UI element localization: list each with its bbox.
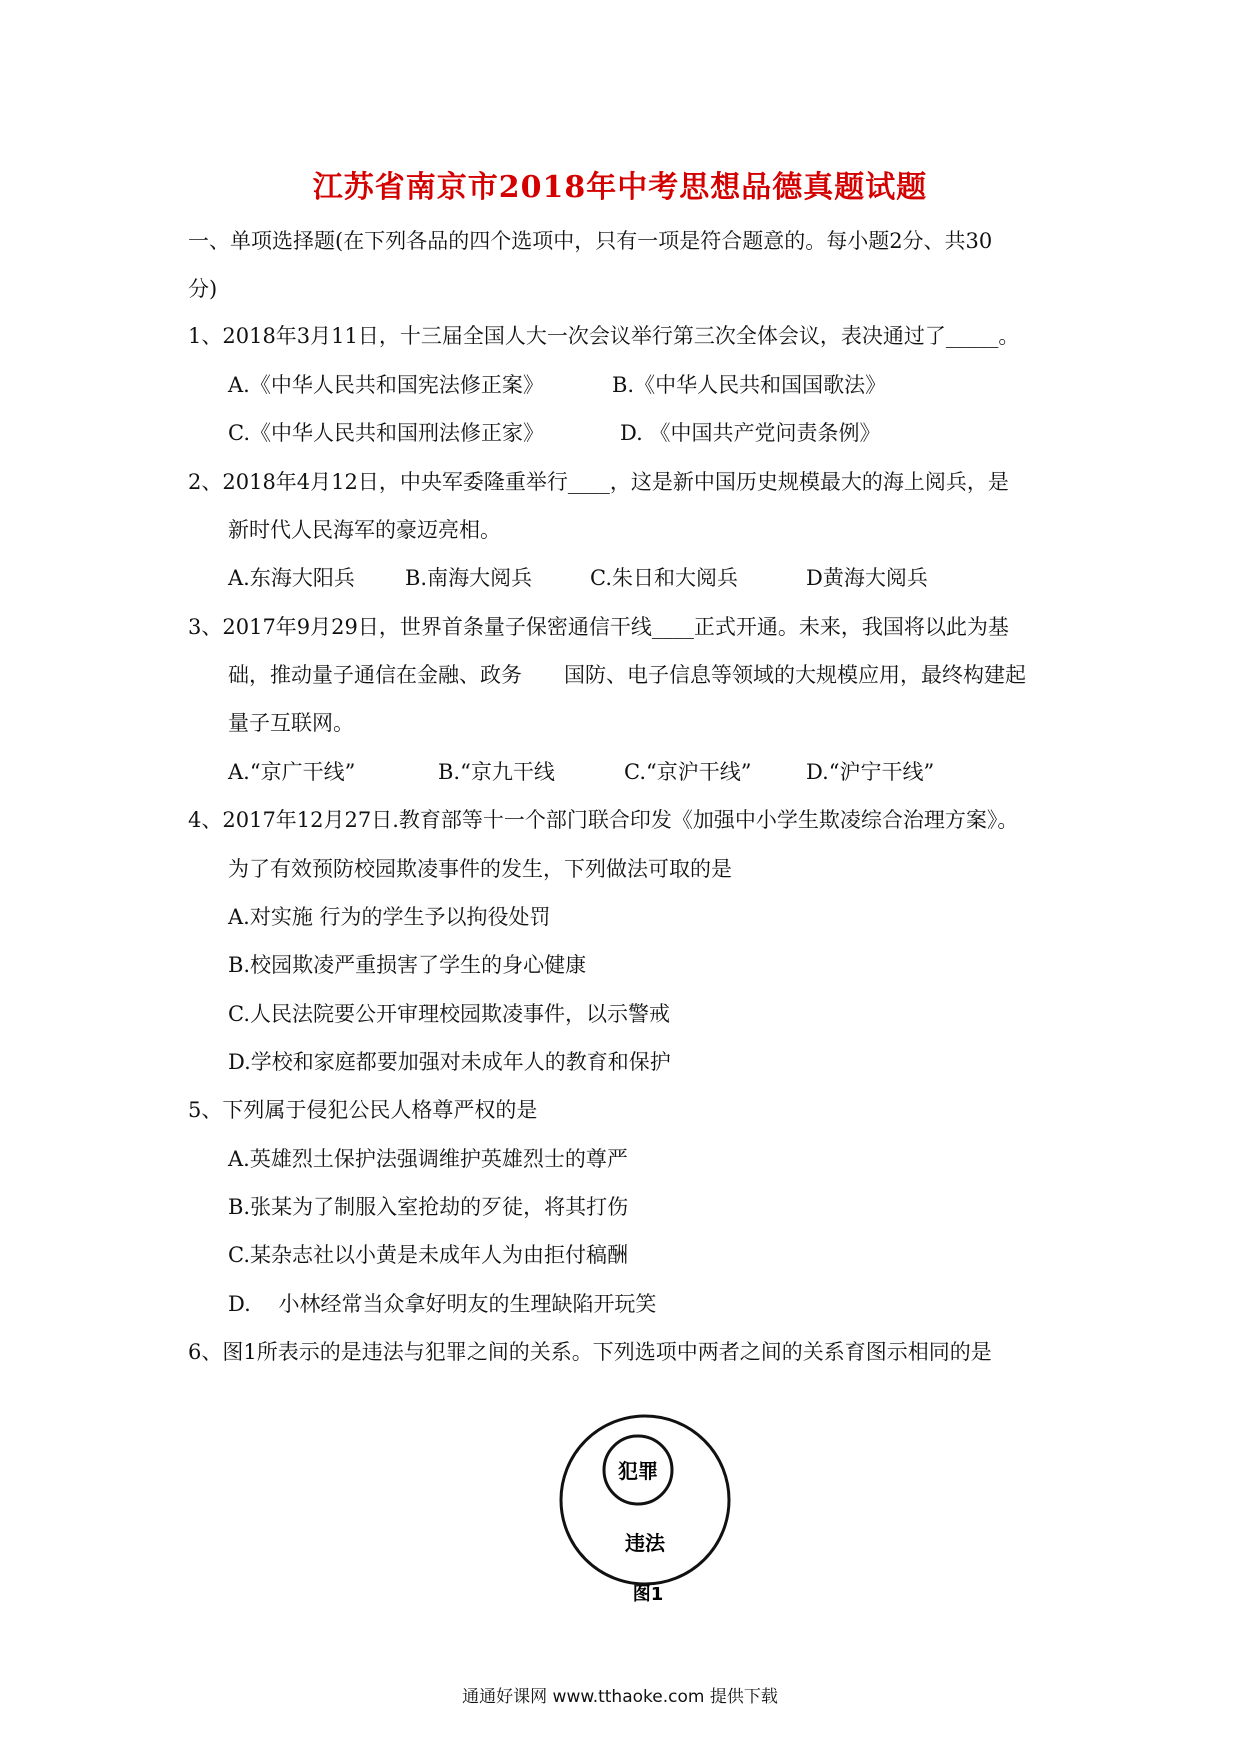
question-2-stem-line1: 2、2018年4月12日，中央军委隆重举行____，这是新中国历史规模最大的海上阅兵，是 (188, 470, 1009, 494)
question-1-option-d: D. 《中国共产党问责条例》 (620, 421, 881, 445)
page-title: 江苏省南京市2018年中考思想品德真题试题 (312, 170, 928, 205)
question-4-stem-line2: 为了有效预防校园欺凌事件的发生，下列做法可取的是 (228, 857, 732, 881)
question-2-option-b: B.南海大阅兵 (405, 566, 533, 590)
section-instructions-line1: 一、单项选择题(在下列各品的四个选项中，只有一项是符合题意的。每小题2分、共30 (188, 229, 993, 253)
question-1-option-a: A.《中华人民共和国宪法修正案》 (228, 373, 544, 397)
question-4-option-a: A.对实施 行为的学生予以拘役处罚 (228, 905, 551, 929)
question-2-option-a: A.东海大阳兵 (228, 566, 355, 590)
question-3-stem-line2: 础，推动量子通信在金融、政务 国防、电子信息等领域的大规模应用，最终构建起 (228, 663, 1026, 687)
question-5-stem: 5、下列属于侵犯公民人格尊严权的是 (188, 1098, 538, 1122)
question-5-option-d: D. 小林经常当众拿好明友的生理缺陷开玩笑 (228, 1292, 657, 1316)
question-3-stem-line1: 3、2017年9月29日，世界首条量子保密通信干线____正式开通。未来，我国将以此为基 (188, 615, 1009, 639)
question-3-option-b: B.“京九干线 (438, 760, 555, 784)
question-2-option-c: C.朱日和大阅兵 (590, 566, 738, 590)
figure-1-diagram (553, 1414, 743, 1604)
question-6-stem: 6、图1所表示的是违法与犯罪之间的关系。下列选项中两者之间的关系育图示相同的是 (188, 1340, 992, 1364)
question-4-option-d: D.学校和家庭都要加强对未成年人的教育和保护 (228, 1050, 671, 1074)
section-instructions-line2: 分) (188, 277, 218, 301)
question-1-option-b: B.《中华人民共和国国歌法》 (612, 373, 887, 397)
question-4-option-c: C.人民法院要公开审理校园欺凌事件，以示警戒 (228, 1002, 670, 1026)
outer-circle-violation (561, 1416, 729, 1584)
question-3-stem-line3: 量子互联网。 (228, 711, 354, 735)
figure-caption: 图1 (632, 1584, 664, 1604)
question-3-option-c: C.“京沪干线” (624, 760, 752, 784)
outer-circle-label: 违法 (625, 1531, 665, 1555)
page-footer: 通通好课网 www.tthaoke.com 提供下载 (462, 1687, 778, 1707)
question-5-option-a: A.英雄烈土保护法强调维护英雄烈士的尊严 (228, 1147, 628, 1171)
question-4-option-b: B.校园欺凌严重损害了学生的身心健康 (228, 953, 587, 977)
question-2-stem-line2: 新时代人民海军的豪迈亮相。 (228, 518, 501, 542)
question-3-option-d: D.“沪宁干线” (806, 760, 935, 784)
question-3-option-a: A.“京广干线” (228, 760, 356, 784)
question-2-option-d: D黄海大阅兵 (806, 566, 928, 590)
question-1-stem: 1、2018年3月11日，十三届全国人大一次会议举行第三次全体会议，表决通过了_____。 (188, 324, 1020, 348)
question-5-option-b: B.张某为了制服入室抢劫的歹徒，将其打伤 (228, 1195, 629, 1219)
question-1-option-c: C.《中华人民共和国刑法修正家》 (228, 421, 544, 445)
question-4-stem-line1: 4、2017年12月27日.教育部等十一个部门联合印发《加强中小学生欺凌综合治理方案》。 (188, 808, 1019, 832)
inner-circle-label: 犯罪 (618, 1459, 658, 1483)
question-5-option-c: C.某杂志社以小黄是未成年人为由拒付稿酬 (228, 1243, 628, 1267)
